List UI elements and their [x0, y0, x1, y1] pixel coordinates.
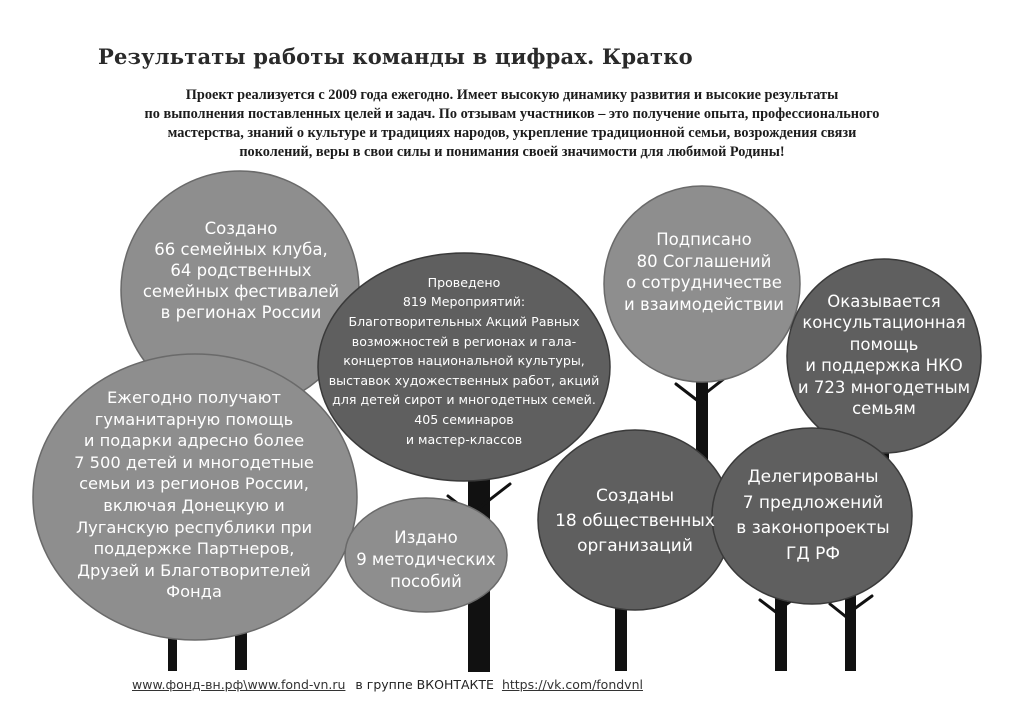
- bubble-line: 9 методических: [356, 550, 496, 569]
- intro-line: поколений, веры в свои силы и понимания своей значимости для любимой Родины!: [239, 144, 785, 160]
- bubble-line: концертов национальной культуры,: [343, 353, 585, 369]
- bubble-line: ГД РФ: [786, 543, 840, 564]
- footer: [132, 677, 643, 692]
- bubble-line: 7 500 детей и многодетные: [74, 452, 314, 472]
- bubble-line: консультационная: [802, 313, 966, 332]
- bubble-line: Друзей и Благотворителей: [77, 560, 311, 580]
- vk-group-text: в группе ВКОНТАКТЕ: [355, 677, 494, 692]
- bubble-line: Создано: [204, 218, 278, 238]
- bubble-line: семьям: [852, 399, 916, 418]
- bubble-line: для детей сирот и многодетных семей.: [332, 392, 596, 408]
- bubble-aid: [52, 384, 336, 606]
- bubble-line: в регионах России: [160, 302, 322, 322]
- bubble-line: организаций: [577, 535, 693, 556]
- bubble-line: Оказывается: [827, 291, 941, 311]
- bubble-line: Подписано: [656, 230, 752, 249]
- intro-line: мастерства, знаний о культуре и традициях народов, укрепление традиционной семьи, возрождения связи: [167, 125, 857, 141]
- bubble-consulting: [796, 288, 972, 422]
- website-link[interactable]: www.фонд-вн.рф\www.fond-vn.ru: [132, 677, 346, 692]
- bubble-line: гуманитарную помощь: [94, 409, 294, 429]
- bubble-line: и подарки адресно более: [83, 431, 305, 451]
- bubble-line: в законопроекты: [736, 518, 890, 538]
- bubble-line: поддержке Партнеров,: [93, 539, 295, 559]
- bubble-line: 7 предложений: [742, 492, 884, 513]
- vk-link[interactable]: https://vk.com/fondvnl: [501, 677, 643, 692]
- bubble-proposals: [726, 462, 900, 570]
- bubble-line: Издано: [394, 528, 458, 547]
- intro-line: по выполнения поставленных целей и задач. По отзывам участников – это получение опыта, профессионального: [144, 106, 880, 122]
- bubble-line: 80 Соглашений: [636, 251, 772, 271]
- bubble-line: Созданы: [595, 485, 675, 506]
- bubble-line: 819 Мероприятий:: [402, 294, 526, 310]
- bubble-events: [328, 268, 600, 454]
- bubble-line: 18 общественных: [555, 510, 715, 531]
- bubble-line: семьи из регионов России,: [79, 474, 309, 494]
- bubble-clubs: [130, 210, 352, 330]
- bubble-line: возможностей в регионах и гала-: [351, 333, 577, 349]
- bubble-line: Проведено: [427, 274, 501, 290]
- bubble-line: 66 семейных клуба,: [154, 239, 328, 259]
- bubble-line: Благотворительных Акций Равных: [348, 314, 580, 330]
- bubble-line: 64 родственных: [170, 260, 312, 280]
- bubble-line: помощь: [849, 334, 919, 354]
- bubble-line: семейных фестивалей: [142, 281, 340, 301]
- bubble-organizations: [548, 480, 722, 562]
- bubble-line: и взаимодействии: [624, 294, 784, 314]
- bubble-line: Фонда: [166, 582, 222, 602]
- bubble-line: Ежегодно получают: [107, 388, 281, 408]
- bubble-line: Делегированы: [747, 467, 879, 487]
- bubble-line: 405 семинаров: [414, 411, 514, 427]
- bubble-line: включая Донецкую и: [103, 496, 285, 515]
- intro-line: Проект реализуется с 2009 года ежегодно. Имеет высокую динамику развития и высокие результаты: [185, 87, 839, 103]
- bubble-line: о сотрудничестве: [626, 273, 782, 292]
- bubble-manuals: [350, 524, 502, 596]
- bubble-line: и мастер-классов: [405, 431, 523, 447]
- bubble-line: выставок художественных работ, акций: [328, 372, 600, 388]
- bubble-line: и поддержка НКО: [805, 356, 963, 375]
- page-title: Результаты работы команды в цифрах. Кратко: [98, 44, 693, 69]
- bubble-line: и 723 многодетным: [797, 377, 971, 397]
- bubble-agreements: [622, 226, 786, 318]
- bubble-line: пособий: [390, 572, 462, 591]
- bubble-line: Луганскую республики при: [75, 517, 313, 537]
